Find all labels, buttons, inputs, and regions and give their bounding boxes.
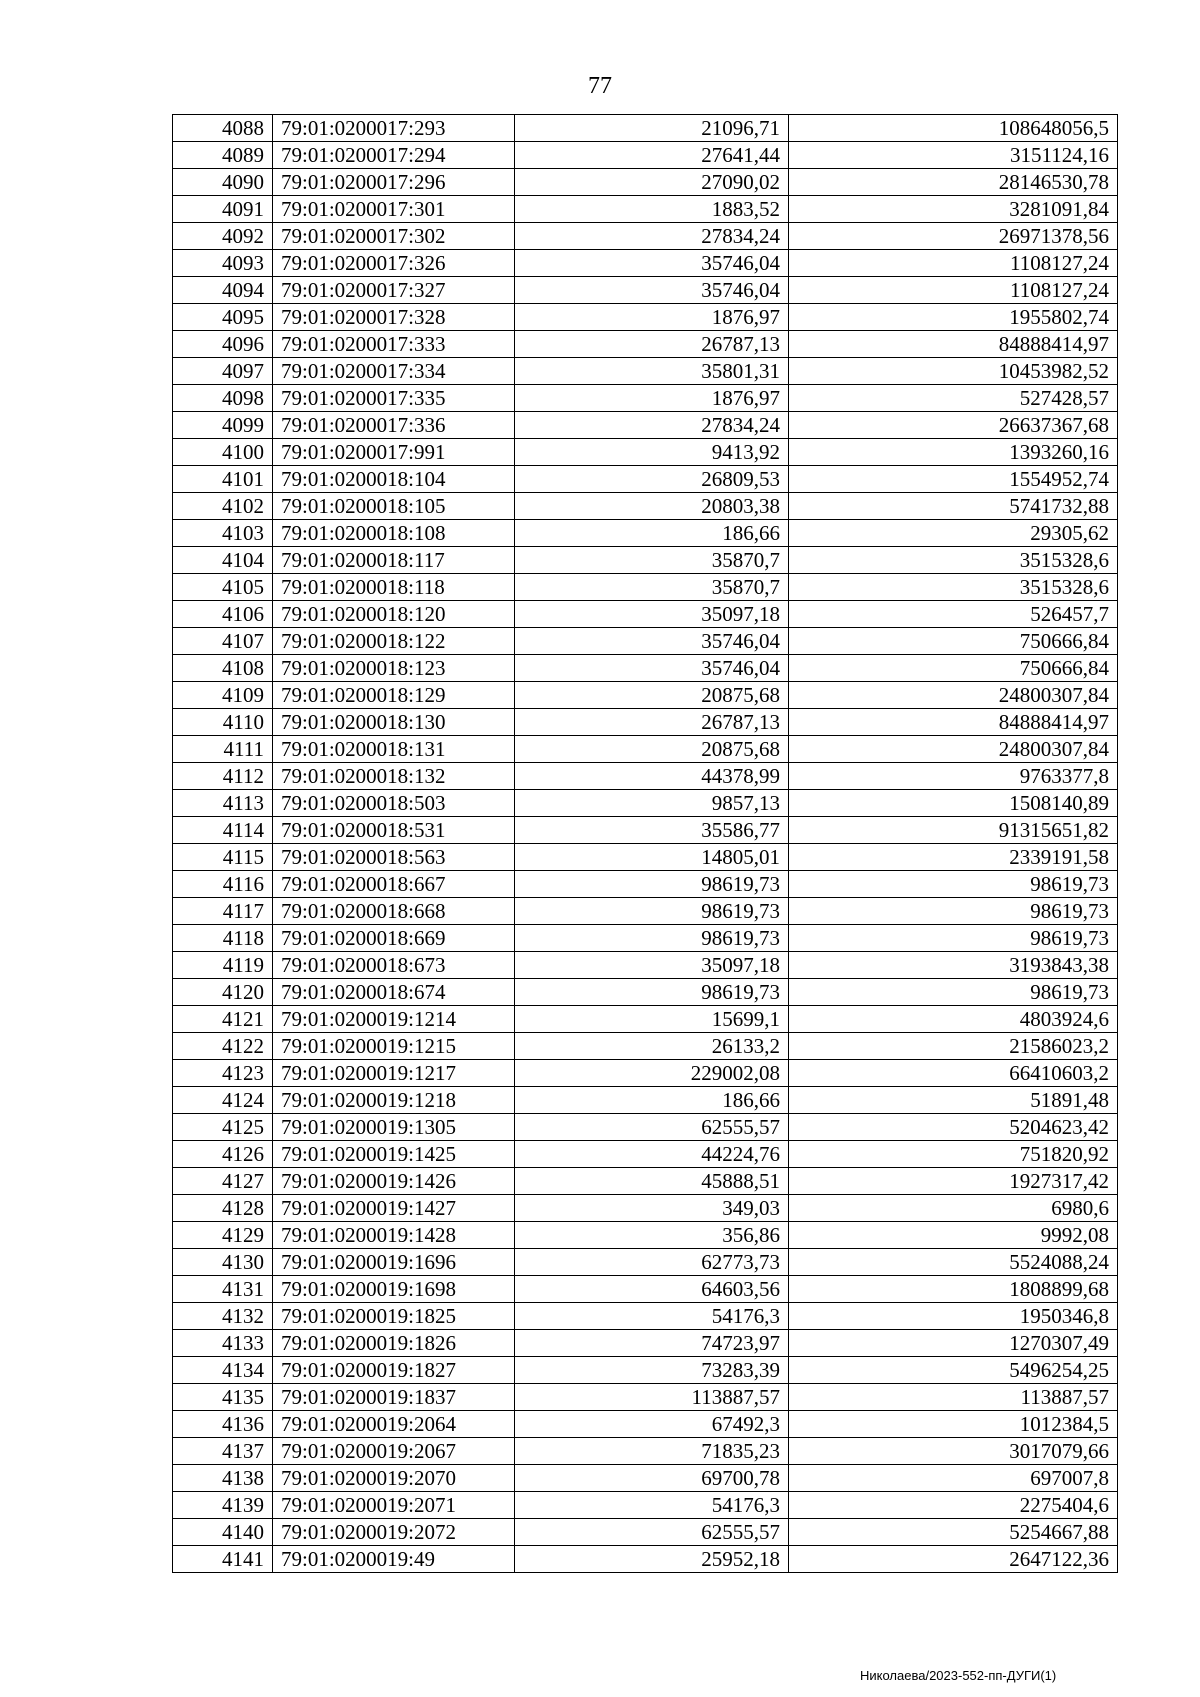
cadastral-number-cell: 79:01:0200019:1425 xyxy=(273,1141,515,1168)
row-number-cell: 4115 xyxy=(173,844,273,871)
table-row xyxy=(173,1519,1118,1546)
value-2-cell: 751820,92 xyxy=(789,1141,1118,1168)
table-row xyxy=(173,1222,1118,1249)
row-number-cell: 4119 xyxy=(173,952,273,979)
value-2-cell: 21586023,2 xyxy=(789,1033,1118,1060)
table-row xyxy=(173,466,1118,493)
value-1-cell: 62555,57 xyxy=(515,1114,789,1141)
cadastral-number-cell: 79:01:0200018:123 xyxy=(273,655,515,682)
cadastral-number-cell: 79:01:0200019:2071 xyxy=(273,1492,515,1519)
cadastral-number-cell: 79:01:0200019:1218 xyxy=(273,1087,515,1114)
cadastral-number-cell: 79:01:0200017:301 xyxy=(273,196,515,223)
value-1-cell: 71835,23 xyxy=(515,1438,789,1465)
row-number-cell: 4091 xyxy=(173,196,273,223)
row-number-cell: 4125 xyxy=(173,1114,273,1141)
value-2-cell: 6980,6 xyxy=(789,1195,1118,1222)
cadastral-number-cell: 79:01:0200019:1825 xyxy=(273,1303,515,1330)
cadastral-number-cell: 79:01:0200019:1837 xyxy=(273,1384,515,1411)
value-1-cell: 45888,51 xyxy=(515,1168,789,1195)
table-row xyxy=(173,952,1118,979)
cadastral-number-cell: 79:01:0200018:132 xyxy=(273,763,515,790)
row-number-cell: 4136 xyxy=(173,1411,273,1438)
cadastral-number-cell: 79:01:0200018:563 xyxy=(273,844,515,871)
value-1-cell: 67492,3 xyxy=(515,1411,789,1438)
table-row xyxy=(173,736,1118,763)
value-1-cell: 69700,78 xyxy=(515,1465,789,1492)
value-2-cell: 1955802,74 xyxy=(789,304,1118,331)
table-row xyxy=(173,844,1118,871)
value-1-cell: 54176,3 xyxy=(515,1303,789,1330)
row-number-cell: 4107 xyxy=(173,628,273,655)
row-number-cell: 4135 xyxy=(173,1384,273,1411)
value-1-cell: 35746,04 xyxy=(515,250,789,277)
table-row xyxy=(173,1384,1118,1411)
cadastral-number-cell: 79:01:0200017:302 xyxy=(273,223,515,250)
row-number-cell: 4103 xyxy=(173,520,273,547)
table-row xyxy=(173,277,1118,304)
row-number-cell: 4123 xyxy=(173,1060,273,1087)
value-1-cell: 35801,31 xyxy=(515,358,789,385)
value-1-cell: 98619,73 xyxy=(515,979,789,1006)
value-2-cell: 1808899,68 xyxy=(789,1276,1118,1303)
value-1-cell: 98619,73 xyxy=(515,898,789,925)
value-1-cell: 27834,24 xyxy=(515,412,789,439)
page-number: 77 xyxy=(588,73,612,99)
value-2-cell: 1554952,74 xyxy=(789,466,1118,493)
table-row xyxy=(173,574,1118,601)
table-body xyxy=(173,115,1118,1573)
row-number-cell: 4093 xyxy=(173,250,273,277)
table-row xyxy=(173,1492,1118,1519)
cadastral-number-cell: 79:01:0200018:117 xyxy=(273,547,515,574)
value-2-cell: 3193843,38 xyxy=(789,952,1118,979)
row-number-cell: 4102 xyxy=(173,493,273,520)
value-2-cell: 5254667,88 xyxy=(789,1519,1118,1546)
value-1-cell: 73283,39 xyxy=(515,1357,789,1384)
value-1-cell: 20875,68 xyxy=(515,682,789,709)
value-2-cell: 113887,57 xyxy=(789,1384,1118,1411)
row-number-cell: 4124 xyxy=(173,1087,273,1114)
value-1-cell: 1876,97 xyxy=(515,385,789,412)
value-1-cell: 64603,56 xyxy=(515,1276,789,1303)
value-1-cell: 98619,73 xyxy=(515,925,789,952)
value-2-cell: 750666,84 xyxy=(789,655,1118,682)
value-1-cell: 54176,3 xyxy=(515,1492,789,1519)
value-1-cell: 44378,99 xyxy=(515,763,789,790)
value-2-cell: 26971378,56 xyxy=(789,223,1118,250)
value-1-cell: 9857,13 xyxy=(515,790,789,817)
value-2-cell: 1108127,24 xyxy=(789,277,1118,304)
row-number-cell: 4105 xyxy=(173,574,273,601)
table-row xyxy=(173,709,1118,736)
value-2-cell: 1508140,89 xyxy=(789,790,1118,817)
value-1-cell: 25952,18 xyxy=(515,1546,789,1573)
value-2-cell: 2339191,58 xyxy=(789,844,1118,871)
value-2-cell: 5496254,25 xyxy=(789,1357,1118,1384)
table-row xyxy=(173,1357,1118,1384)
value-2-cell: 108648056,5 xyxy=(789,115,1118,142)
table-row xyxy=(173,1546,1118,1573)
value-2-cell: 66410603,2 xyxy=(789,1060,1118,1087)
value-1-cell: 98619,73 xyxy=(515,871,789,898)
cadastral-number-cell: 79:01:0200019:2070 xyxy=(273,1465,515,1492)
row-number-cell: 4141 xyxy=(173,1546,273,1573)
row-number-cell: 4128 xyxy=(173,1195,273,1222)
cadastral-number-cell: 79:01:0200018:668 xyxy=(273,898,515,925)
value-2-cell: 24800307,84 xyxy=(789,682,1118,709)
value-1-cell: 74723,97 xyxy=(515,1330,789,1357)
value-1-cell: 186,66 xyxy=(515,1087,789,1114)
row-number-cell: 4094 xyxy=(173,277,273,304)
table-row xyxy=(173,979,1118,1006)
row-number-cell: 4113 xyxy=(173,790,273,817)
row-number-cell: 4092 xyxy=(173,223,273,250)
row-number-cell: 4108 xyxy=(173,655,273,682)
value-1-cell: 35746,04 xyxy=(515,655,789,682)
row-number-cell: 4099 xyxy=(173,412,273,439)
value-1-cell: 35097,18 xyxy=(515,952,789,979)
cadastral-number-cell: 79:01:0200017:335 xyxy=(273,385,515,412)
row-number-cell: 4120 xyxy=(173,979,273,1006)
table-row xyxy=(173,358,1118,385)
value-2-cell: 28146530,78 xyxy=(789,169,1118,196)
value-2-cell: 1950346,8 xyxy=(789,1303,1118,1330)
value-1-cell: 62773,73 xyxy=(515,1249,789,1276)
table-row xyxy=(173,196,1118,223)
cadastral-number-cell: 79:01:0200018:120 xyxy=(273,601,515,628)
row-number-cell: 4127 xyxy=(173,1168,273,1195)
table-row xyxy=(173,493,1118,520)
cadastral-number-cell: 79:01:0200018:129 xyxy=(273,682,515,709)
row-number-cell: 4089 xyxy=(173,142,273,169)
value-1-cell: 26787,13 xyxy=(515,709,789,736)
document-footer: Николаева/2023-552-пп-ДУГИ(1) xyxy=(860,1668,1057,1683)
cadastral-number-cell: 79:01:0200019:1214 xyxy=(273,1006,515,1033)
cadastral-number-cell: 79:01:0200017:328 xyxy=(273,304,515,331)
table-row xyxy=(173,439,1118,466)
cadastral-number-cell: 79:01:0200017:293 xyxy=(273,115,515,142)
table-row xyxy=(173,763,1118,790)
row-number-cell: 4116 xyxy=(173,871,273,898)
table-row xyxy=(173,682,1118,709)
row-number-cell: 4133 xyxy=(173,1330,273,1357)
row-number-cell: 4138 xyxy=(173,1465,273,1492)
row-number-cell: 4130 xyxy=(173,1249,273,1276)
cadastral-number-cell: 79:01:0200019:1215 xyxy=(273,1033,515,1060)
row-number-cell: 4140 xyxy=(173,1519,273,1546)
cadastral-number-cell: 79:01:0200019:2064 xyxy=(273,1411,515,1438)
table-row xyxy=(173,628,1118,655)
value-1-cell: 27834,24 xyxy=(515,223,789,250)
table-row xyxy=(173,331,1118,358)
cadastral-number-cell: 79:01:0200019:1698 xyxy=(273,1276,515,1303)
cadastral-number-cell: 79:01:0200017:296 xyxy=(273,169,515,196)
value-1-cell: 20803,38 xyxy=(515,493,789,520)
table-row xyxy=(173,1249,1118,1276)
cadastral-number-cell: 79:01:0200017:327 xyxy=(273,277,515,304)
cadastral-number-cell: 79:01:0200018:674 xyxy=(273,979,515,1006)
table-row xyxy=(173,520,1118,547)
cadastral-number-cell: 79:01:0200019:2067 xyxy=(273,1438,515,1465)
row-number-cell: 4095 xyxy=(173,304,273,331)
row-number-cell: 4134 xyxy=(173,1357,273,1384)
row-number-cell: 4129 xyxy=(173,1222,273,1249)
value-2-cell: 29305,62 xyxy=(789,520,1118,547)
value-2-cell: 1927317,42 xyxy=(789,1168,1118,1195)
cadastral-number-cell: 79:01:0200018:667 xyxy=(273,871,515,898)
value-1-cell: 21096,71 xyxy=(515,115,789,142)
table-row xyxy=(173,304,1118,331)
value-2-cell: 1393260,16 xyxy=(789,439,1118,466)
value-2-cell: 26637367,68 xyxy=(789,412,1118,439)
row-number-cell: 4100 xyxy=(173,439,273,466)
value-2-cell: 24800307,84 xyxy=(789,736,1118,763)
value-1-cell: 35746,04 xyxy=(515,628,789,655)
table-row xyxy=(173,1033,1118,1060)
value-1-cell: 35870,7 xyxy=(515,574,789,601)
cadastral-number-cell: 79:01:0200018:108 xyxy=(273,520,515,547)
table-row xyxy=(173,1303,1118,1330)
value-2-cell: 98619,73 xyxy=(789,898,1118,925)
cadastral-number-cell: 79:01:0200019:2072 xyxy=(273,1519,515,1546)
row-number-cell: 4096 xyxy=(173,331,273,358)
value-1-cell: 356,86 xyxy=(515,1222,789,1249)
value-2-cell: 3281091,84 xyxy=(789,196,1118,223)
row-number-cell: 4112 xyxy=(173,763,273,790)
value-1-cell: 1883,52 xyxy=(515,196,789,223)
row-number-cell: 4137 xyxy=(173,1438,273,1465)
value-1-cell: 229002,08 xyxy=(515,1060,789,1087)
table-row xyxy=(173,547,1118,574)
value-2-cell: 10453982,52 xyxy=(789,358,1118,385)
value-2-cell: 98619,73 xyxy=(789,871,1118,898)
cadastral-number-cell: 79:01:0200017:334 xyxy=(273,358,515,385)
value-2-cell: 2647122,36 xyxy=(789,1546,1118,1573)
value-1-cell: 62555,57 xyxy=(515,1519,789,1546)
value-2-cell: 2275404,6 xyxy=(789,1492,1118,1519)
value-2-cell: 5741732,88 xyxy=(789,493,1118,520)
table-row xyxy=(173,1195,1118,1222)
table-row xyxy=(173,1465,1118,1492)
table-row xyxy=(173,1060,1118,1087)
value-1-cell: 9413,92 xyxy=(515,439,789,466)
table-row xyxy=(173,115,1118,142)
value-1-cell: 26133,2 xyxy=(515,1033,789,1060)
value-1-cell: 349,03 xyxy=(515,1195,789,1222)
value-2-cell: 9992,08 xyxy=(789,1222,1118,1249)
table-row xyxy=(173,1276,1118,1303)
row-number-cell: 4098 xyxy=(173,385,273,412)
table-row xyxy=(173,142,1118,169)
row-number-cell: 4088 xyxy=(173,115,273,142)
row-number-cell: 4111 xyxy=(173,736,273,763)
value-2-cell: 3515328,6 xyxy=(789,574,1118,601)
value-2-cell: 3151124,16 xyxy=(789,142,1118,169)
row-number-cell: 4121 xyxy=(173,1006,273,1033)
table-row xyxy=(173,223,1118,250)
row-number-cell: 4139 xyxy=(173,1492,273,1519)
cadastral-number-cell: 79:01:0200018:104 xyxy=(273,466,515,493)
table-row xyxy=(173,1330,1118,1357)
table-row xyxy=(173,1114,1118,1141)
value-2-cell: 84888414,97 xyxy=(789,331,1118,358)
table-row xyxy=(173,871,1118,898)
value-1-cell: 35870,7 xyxy=(515,547,789,574)
cadastral-table xyxy=(172,114,1118,1573)
table-row xyxy=(173,1006,1118,1033)
cadastral-number-cell: 79:01:0200017:294 xyxy=(273,142,515,169)
cadastral-number-cell: 79:01:0200018:131 xyxy=(273,736,515,763)
value-1-cell: 15699,1 xyxy=(515,1006,789,1033)
table-row xyxy=(173,1168,1118,1195)
cadastral-number-cell: 79:01:0200019:1826 xyxy=(273,1330,515,1357)
cadastral-number-cell: 79:01:0200018:673 xyxy=(273,952,515,979)
value-2-cell: 51891,48 xyxy=(789,1087,1118,1114)
cadastral-number-cell: 79:01:0200019:1305 xyxy=(273,1114,515,1141)
row-number-cell: 4109 xyxy=(173,682,273,709)
table-row xyxy=(173,601,1118,628)
table-row xyxy=(173,1141,1118,1168)
row-number-cell: 4114 xyxy=(173,817,273,844)
value-2-cell: 1108127,24 xyxy=(789,250,1118,277)
row-number-cell: 4110 xyxy=(173,709,273,736)
value-1-cell: 1876,97 xyxy=(515,304,789,331)
cadastral-number-cell: 79:01:0200019:1426 xyxy=(273,1168,515,1195)
table-row xyxy=(173,169,1118,196)
value-2-cell: 84888414,97 xyxy=(789,709,1118,736)
value-1-cell: 113887,57 xyxy=(515,1384,789,1411)
value-2-cell: 4803924,6 xyxy=(789,1006,1118,1033)
cadastral-number-cell: 79:01:0200019:49 xyxy=(273,1546,515,1573)
value-1-cell: 27090,02 xyxy=(515,169,789,196)
cadastral-number-cell: 79:01:0200017:333 xyxy=(273,331,515,358)
table-row xyxy=(173,250,1118,277)
row-number-cell: 4118 xyxy=(173,925,273,952)
cadastral-number-cell: 79:01:0200018:669 xyxy=(273,925,515,952)
value-2-cell: 5204623,42 xyxy=(789,1114,1118,1141)
value-1-cell: 35097,18 xyxy=(515,601,789,628)
row-number-cell: 4126 xyxy=(173,1141,273,1168)
cadastral-number-cell: 79:01:0200018:531 xyxy=(273,817,515,844)
cadastral-number-cell: 79:01:0200017:991 xyxy=(273,439,515,466)
cadastral-number-cell: 79:01:0200019:1696 xyxy=(273,1249,515,1276)
value-2-cell: 3515328,6 xyxy=(789,547,1118,574)
value-2-cell: 3017079,66 xyxy=(789,1438,1118,1465)
value-2-cell: 98619,73 xyxy=(789,979,1118,1006)
row-number-cell: 4090 xyxy=(173,169,273,196)
cadastral-number-cell: 79:01:0200018:118 xyxy=(273,574,515,601)
cadastral-number-cell: 79:01:0200017:336 xyxy=(273,412,515,439)
value-2-cell: 91315651,82 xyxy=(789,817,1118,844)
cadastral-number-cell: 79:01:0200019:1217 xyxy=(273,1060,515,1087)
table-row xyxy=(173,412,1118,439)
cadastral-number-cell: 79:01:0200018:122 xyxy=(273,628,515,655)
cadastral-number-cell: 79:01:0200019:1427 xyxy=(273,1195,515,1222)
value-1-cell: 26809,53 xyxy=(515,466,789,493)
cadastral-number-cell: 79:01:0200019:1428 xyxy=(273,1222,515,1249)
cadastral-number-cell: 79:01:0200018:503 xyxy=(273,790,515,817)
value-1-cell: 35746,04 xyxy=(515,277,789,304)
row-number-cell: 4131 xyxy=(173,1276,273,1303)
value-2-cell: 526457,7 xyxy=(789,601,1118,628)
value-2-cell: 9763377,8 xyxy=(789,763,1118,790)
table-row xyxy=(173,1087,1118,1114)
cadastral-number-cell: 79:01:0200019:1827 xyxy=(273,1357,515,1384)
table-row xyxy=(173,790,1118,817)
value-2-cell: 527428,57 xyxy=(789,385,1118,412)
cadastral-number-cell: 79:01:0200017:326 xyxy=(273,250,515,277)
row-number-cell: 4132 xyxy=(173,1303,273,1330)
value-1-cell: 20875,68 xyxy=(515,736,789,763)
value-1-cell: 44224,76 xyxy=(515,1141,789,1168)
table-row xyxy=(173,898,1118,925)
value-2-cell: 5524088,24 xyxy=(789,1249,1118,1276)
cadastral-number-cell: 79:01:0200018:130 xyxy=(273,709,515,736)
row-number-cell: 4122 xyxy=(173,1033,273,1060)
value-2-cell: 697007,8 xyxy=(789,1465,1118,1492)
value-2-cell: 1270307,49 xyxy=(789,1330,1118,1357)
row-number-cell: 4097 xyxy=(173,358,273,385)
value-1-cell: 27641,44 xyxy=(515,142,789,169)
table-row xyxy=(173,817,1118,844)
value-2-cell: 750666,84 xyxy=(789,628,1118,655)
table-row xyxy=(173,385,1118,412)
row-number-cell: 4101 xyxy=(173,466,273,493)
row-number-cell: 4104 xyxy=(173,547,273,574)
value-1-cell: 35586,77 xyxy=(515,817,789,844)
value-2-cell: 98619,73 xyxy=(789,925,1118,952)
table-row xyxy=(173,1411,1118,1438)
cadastral-number-cell: 79:01:0200018:105 xyxy=(273,493,515,520)
value-1-cell: 26787,13 xyxy=(515,331,789,358)
row-number-cell: 4117 xyxy=(173,898,273,925)
value-1-cell: 186,66 xyxy=(515,520,789,547)
table-row xyxy=(173,925,1118,952)
row-number-cell: 4106 xyxy=(173,601,273,628)
table-row xyxy=(173,1438,1118,1465)
value-2-cell: 1012384,5 xyxy=(789,1411,1118,1438)
value-1-cell: 14805,01 xyxy=(515,844,789,871)
table-row xyxy=(173,655,1118,682)
